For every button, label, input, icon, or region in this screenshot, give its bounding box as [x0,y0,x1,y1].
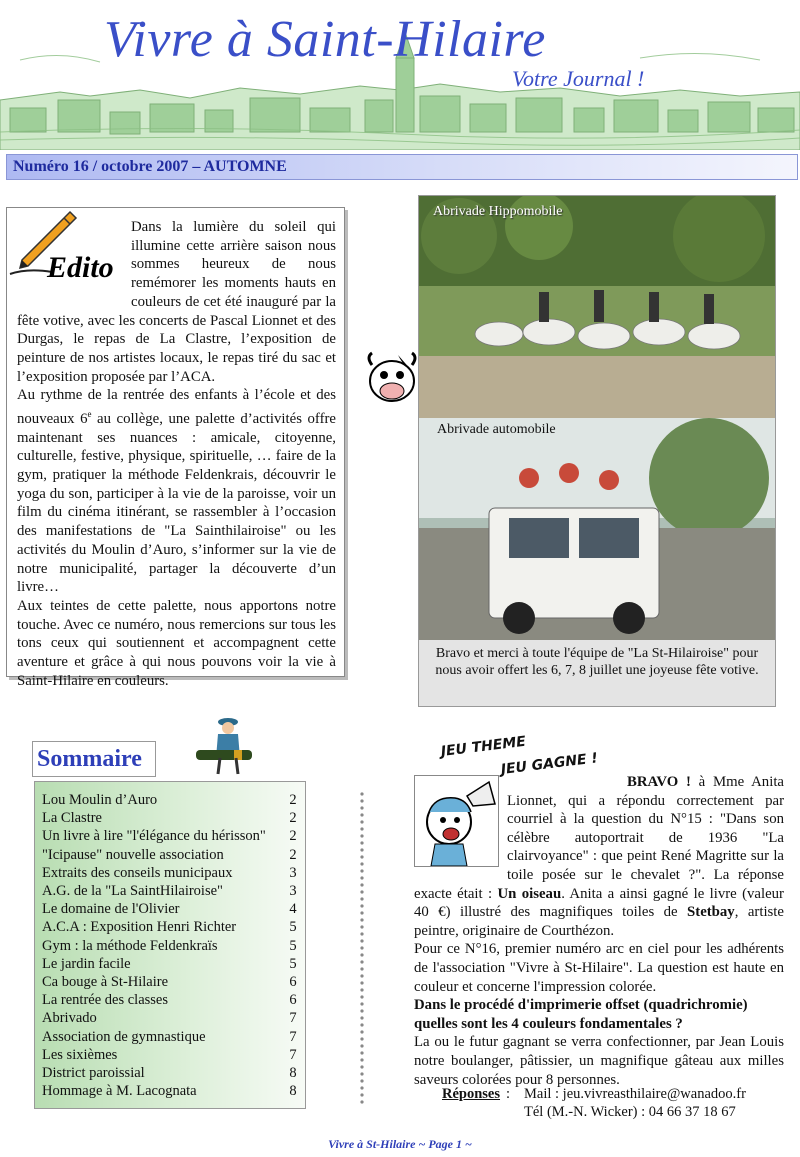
toc-title: A.C.A : Exposition Henri Richter [42,919,237,936]
edito-paragraph-2: Au rythme de la rentrée des enfants à l’école et des nouveaux 6e au collège, une palette d’activités offre maintenant ses nuances : amicale, citoyenne, culturelle, festive, physique, spirituelle, … faire de la gym, pratiquer la méthode Feldenkrais, découvrir le yoga du son, participer à la vie de la paroisse, voir un film du cinéma itinérant, se rassembler à l’occasion des manifestations de "La Sainthilairoise" ou les activités du Moulin d’Auro, s’informer sur la vie de notre municipalité, partager la découverte d’un livre… [17,387,336,596]
toc-row[interactable] [42,937,300,955]
journal-subtitle: Votre Journal ! [512,66,645,91]
journal-title: Vivre à Saint-Hilaire [104,11,546,68]
toc-page: 5 [289,937,297,954]
toc-title: "Icipause" nouvelle association [42,846,224,863]
toc-title: Association de gymnastique [42,1028,206,1045]
contact-phone: Tél (M.-N. Wicker) : 04 66 37 18 67 [524,1104,736,1120]
man-with-pen-icon [194,716,254,778]
horses-photo [419,196,775,418]
photo-frame [418,195,776,707]
toc-page: 2 [289,792,297,808]
toc-page: 7 [289,1046,297,1063]
toc-title: Lou Moulin d’Auro [42,792,158,808]
toc-title: Les sixièmes [42,1046,118,1063]
jeu-heading-2: JEU GAGNE ! [500,750,599,778]
toc-row[interactable] [42,1046,300,1064]
toc-page: 8 [289,1065,297,1081]
answer: Un oiseau [497,885,562,902]
toc-row[interactable] [42,1064,300,1082]
reponses-label: Réponses [442,1086,501,1102]
reponses-colon: : [506,1086,511,1102]
photo-caption: Bravo et merci à toute l'équipe de "La St-Hilairoise" pour nous avoir offert les 6, 7, 8 juillet une joyeuse fête votive. [419,641,775,706]
toc-title: Abrivado [42,1010,97,1027]
toc-title: District paroissial [42,1065,145,1081]
jeu-text [414,773,784,1088]
jeu-heading-1: JEU THEME [440,733,527,760]
toc-row[interactable] [42,1082,300,1100]
dotted-divider [358,790,366,1108]
photo-abrivade-automobile [419,418,775,640]
photo-abrivade-hippomobile [419,196,775,418]
edito-text [17,218,336,691]
sommaire-title-box [32,741,156,777]
toc-title: Ca bouge à St-Hilaire [42,974,169,990]
toc-row[interactable] [42,809,300,827]
jeu-icon-frame [414,775,499,867]
edito-box [6,207,345,689]
toc-page: 6 [289,974,297,990]
toc-row[interactable] [42,973,300,991]
toc-page: 2 [289,810,297,827]
issue-label: Numéro 16 / octobre 2007 – AUTOMNE [13,158,287,175]
toc-row[interactable] [42,791,300,809]
toc-row[interactable] [42,991,300,1009]
jeu-paragraph-1: BRAVO ! à Mme Anita Lionnet, qui a répondu correctement par courriel à la question du N°15 : "Dans son célèbre autoportrait de 1936 "La clairvoyance" : que peint René Magritte sur la toile posée sur le chevalet ?". La réponse exacte était : Un oiseau. Anita a ainsi gagné le livre (valeur 40 €) illustré des magnifiques toiles de Stetbay, artiste peintre, originaire de Courthézon. [414,774,784,939]
masthead [0,0,800,150]
toc-title: La rentrée des classes [42,992,169,1009]
toc-row[interactable] [42,882,300,900]
toc-title: La Clastre [42,810,102,827]
jeu-paragraph-3: La ou le futur gagnant se verra confectionner, par Jean Louis notre boulanger, pâtissier, un magnifique gâteau aux milles saveurs colorées pour 8 personnes. [414,1034,784,1088]
toc-title: Un livre à lire "l'élégance du hérisson" [42,828,266,845]
toc-row[interactable] [42,955,300,973]
megaphone-boy-icon [415,776,498,866]
jeu-question: Dans le procédé d'imprimerie offset (quadrichromie) quelles sont les 4 couleurs fondamentales ? [414,997,748,1032]
jeu-paragraph-2: Pour ce N°16, premier numéro arc en ciel pour les adhérents de l'association "Vivre à St-Hilaire". La question est haute en couleur et concerne l'impression colorée. [414,941,784,995]
toc-title: Hommage à M. Lacognata [42,1083,197,1100]
toc-page: 5 [289,955,297,972]
edito-paragraph-1: Dans la lumière du soleil qui illumine cette arrière saison nous sommes heureux de nous remémorer les moments hauts en couleurs de cet été inauguré par la fête votive, avec les concerts de Pascal Lionnet et des Durgas, le repas de La Clastre, l’exposition de peinture de nos artistes locaux, le repas tiré du sac et l’exposition proposée par l’ACA. [17,219,336,385]
toc-row[interactable] [42,1009,300,1027]
edito-paragraph-3: Aux teintes de cette palette, nous apportons notre touche. Avec ce numéro, nous remercions sur tous les tons ceux qui soutiennent et accompagnent cette aventure et grâce à qui nous pouvons voir la vie à Saint-Hilaire en couleurs. [17,597,336,689]
toc-row[interactable] [42,864,300,882]
toc-title: Gym : la méthode Feldenkraïs [42,937,218,954]
toc-page: 2 [289,828,297,845]
issue-bar [6,154,798,180]
toc-title: Extraits des conseils municipaux [42,864,233,881]
toc-page: 8 [289,1083,297,1100]
cow-icon [362,345,422,415]
sommaire-title: Sommaire [37,746,142,772]
contact-mail[interactable]: Mail : jeu.vivreasthilaire@wanadoo.fr [524,1086,746,1102]
toc-row[interactable] [42,1028,300,1046]
toc-page: 3 [289,883,297,899]
toc-row[interactable] [42,846,300,864]
toc-page: 2 [289,846,297,863]
toc-title: A.G. de la "La SaintHilairoise" [42,883,223,899]
toc-page: 7 [289,1028,297,1045]
toc-row[interactable] [42,918,300,936]
toc-title: Le domaine de l'Olivier [42,901,180,918]
sommaire-box [34,781,306,1109]
toc-row[interactable] [42,900,300,918]
toc-row[interactable] [42,827,300,845]
edito-title: Edito [47,251,114,284]
page-footer: Vivre à St-Hilaire ~ Page 1 ~ [328,1137,472,1151]
toc-page: 6 [289,992,297,1009]
artist: Stetbay [687,904,735,921]
bravo-label: BRAVO ! [627,774,691,790]
toc-page: 4 [289,901,297,918]
toc-page: 7 [289,1010,297,1027]
van-photo [419,418,775,640]
photo-label-automobile: Abrivade automobile [437,422,556,437]
toc-page: 3 [289,864,297,881]
toc-title: Le jardin facile [42,955,131,972]
toc-page: 5 [289,919,297,936]
photo-label-hippomobile: Abrivade Hippomobile [433,204,563,219]
